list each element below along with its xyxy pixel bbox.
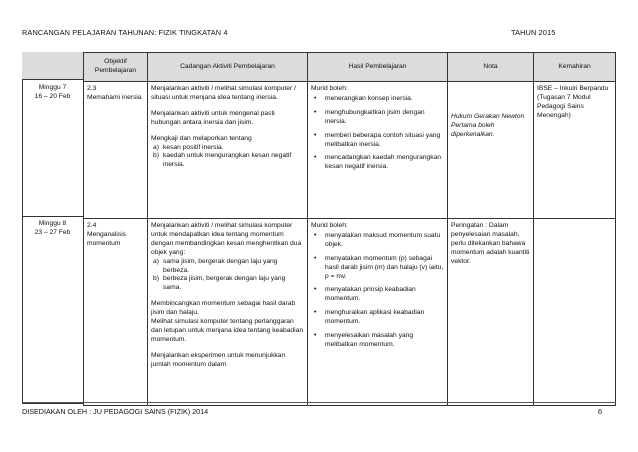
document-year: TAHUN 2015 xyxy=(511,28,556,37)
nota-text: Hukum Gerakan Newton Pertama boleh diperkenalkan. xyxy=(451,113,525,138)
nota-cell xyxy=(448,219,534,406)
objektif-cell xyxy=(84,219,148,406)
week-dates: 16 – 20 Feb xyxy=(34,93,71,100)
col-header-hasil: Hasil Pembelajaran xyxy=(308,53,448,82)
minggu-header xyxy=(22,52,83,80)
hasil-list-item: • menyatakan prinsip keabadian momentum. xyxy=(325,286,444,304)
aktiviti-cell xyxy=(148,219,308,406)
aktiviti-cell xyxy=(148,82,308,219)
aktiviti-list xyxy=(151,144,304,171)
aktiviti-paragraph: Menjalankan eksperimen untuk menunjukkan jumlah momentum dalam xyxy=(151,351,286,368)
hasil-list xyxy=(311,95,444,172)
document-title: RANCANGAN PELAJARAN TAHUNAN: FIZIK TINGKATAN 4 xyxy=(22,28,228,37)
aktiviti-list-item: a) sama jisim, bergerak dengan laju yang berbeza. xyxy=(153,257,278,274)
col-header-objektif: Objektif Pembelajaran xyxy=(84,53,148,82)
aktiviti-list xyxy=(151,258,304,294)
week-cell xyxy=(22,216,83,237)
objektif-number: 2.3 xyxy=(87,85,97,92)
col-header-kemahiran: Kemahiran xyxy=(534,53,616,82)
objektif-number: 2.4 xyxy=(87,222,97,229)
aktiviti-list-item: a) kesan positif inersia. xyxy=(153,143,224,151)
aktiviti-paragraph: Menjalankan aktiviti / melihat simulasi komputer / situasi untuk menjana idea tentang inersia. xyxy=(151,85,296,101)
week-label: Minggu 8 xyxy=(38,220,67,227)
aktiviti-list-item: b) kaedah untuk mengurangkan kesan negatif inersia. xyxy=(153,152,292,169)
hasil-list-item: • menghubungkaitkan jisim dengan inersia. xyxy=(325,109,444,127)
hasil-list-item: • memberi beberapa contoh situasi yang melibatkan inersia. xyxy=(325,132,444,150)
objektif-text: Memahami inersia xyxy=(87,93,142,101)
objektif-text: Menganalisis momentum xyxy=(87,230,127,247)
hasil-list-item: • menyelesaikan masalah yang melibatkan momentum. xyxy=(325,332,444,350)
week-cell xyxy=(22,80,83,101)
hasil-list-item: • menerangkan konsep inersia. xyxy=(325,95,444,104)
kemahiran-cell xyxy=(534,219,616,406)
week-dates: 23 – 27 Feb xyxy=(34,229,71,236)
table-header-row xyxy=(84,53,616,82)
aktiviti-paragraph: Menjalankan aktiviti / melihat simulasi komputer untuk mendapatkan idea tentang momentum dengan membandingkan kesan menghentikan dua objek yang: xyxy=(151,222,302,256)
table-row xyxy=(84,82,616,219)
aktiviti-paragraph: Membincangkan momentum sebagai hasil darab jisim dan halaju. xyxy=(151,300,296,317)
col-header-aktiviti: Cadangan Aktiviti Pembelajaran xyxy=(148,53,308,82)
hasil-intro: Murid boleh: xyxy=(311,85,348,92)
page-number: 6 xyxy=(598,407,603,416)
table-row xyxy=(84,219,616,406)
hasil-list-item: • menyatakan maksud momentum suatu objek. xyxy=(325,232,444,250)
kemahiran-text: IBSE – Inkuiri Berpandu (Tugasan 7 Modul Pedagogi Sains Menengah) xyxy=(537,85,609,119)
hasil-cell xyxy=(308,219,448,406)
aktiviti-paragraph: Mengkaji dan melaporkan tentang xyxy=(151,134,252,142)
week-label: Minggu 7 xyxy=(38,84,67,91)
objektif-cell xyxy=(84,82,148,219)
nota-text: Peringatan : Dalam penyelesaian masalah, perlu ditekankan bahawa momentum adalah kuantiti vektor. xyxy=(451,222,530,265)
lesson-plan-table xyxy=(83,52,616,406)
hasil-list-item: • mencadangkan kaedah mengurangkan kesan negatif inersia. xyxy=(325,154,444,172)
hasil-list-item: • menghuraikan aplikasi keabadian momentum. xyxy=(325,309,444,327)
col-header-nota: Nota xyxy=(448,53,534,82)
hasil-cell xyxy=(308,82,448,219)
footer-rule xyxy=(22,402,616,403)
footer-text: DISEDIAKAN OLEH : JU PEDAGOGI SAINS (FIZIK) 2014 xyxy=(22,407,209,416)
hasil-list-item: • menyatakan momentum (p) sebagai hasil darab jisim (m) dan halaju (v) iaitu, p = mv. xyxy=(325,255,444,282)
hasil-list xyxy=(311,232,444,350)
aktiviti-paragraph: Melihat simulasi komputer tentang perlanggaran dan letupan untuk menjana idea tentang keabadian momentum. xyxy=(151,318,304,343)
aktiviti-paragraph: Menjalankan aktiviti untuk mengenal pasti hubungan antara inersia dan jisim. xyxy=(151,109,275,126)
kemahiran-cell xyxy=(534,82,616,219)
hasil-intro: Murid boleh: xyxy=(311,222,348,229)
nota-cell xyxy=(448,82,534,219)
aktiviti-list-item: b) berbeza jisim, bergerak dengan laju yang sama. xyxy=(153,275,286,292)
